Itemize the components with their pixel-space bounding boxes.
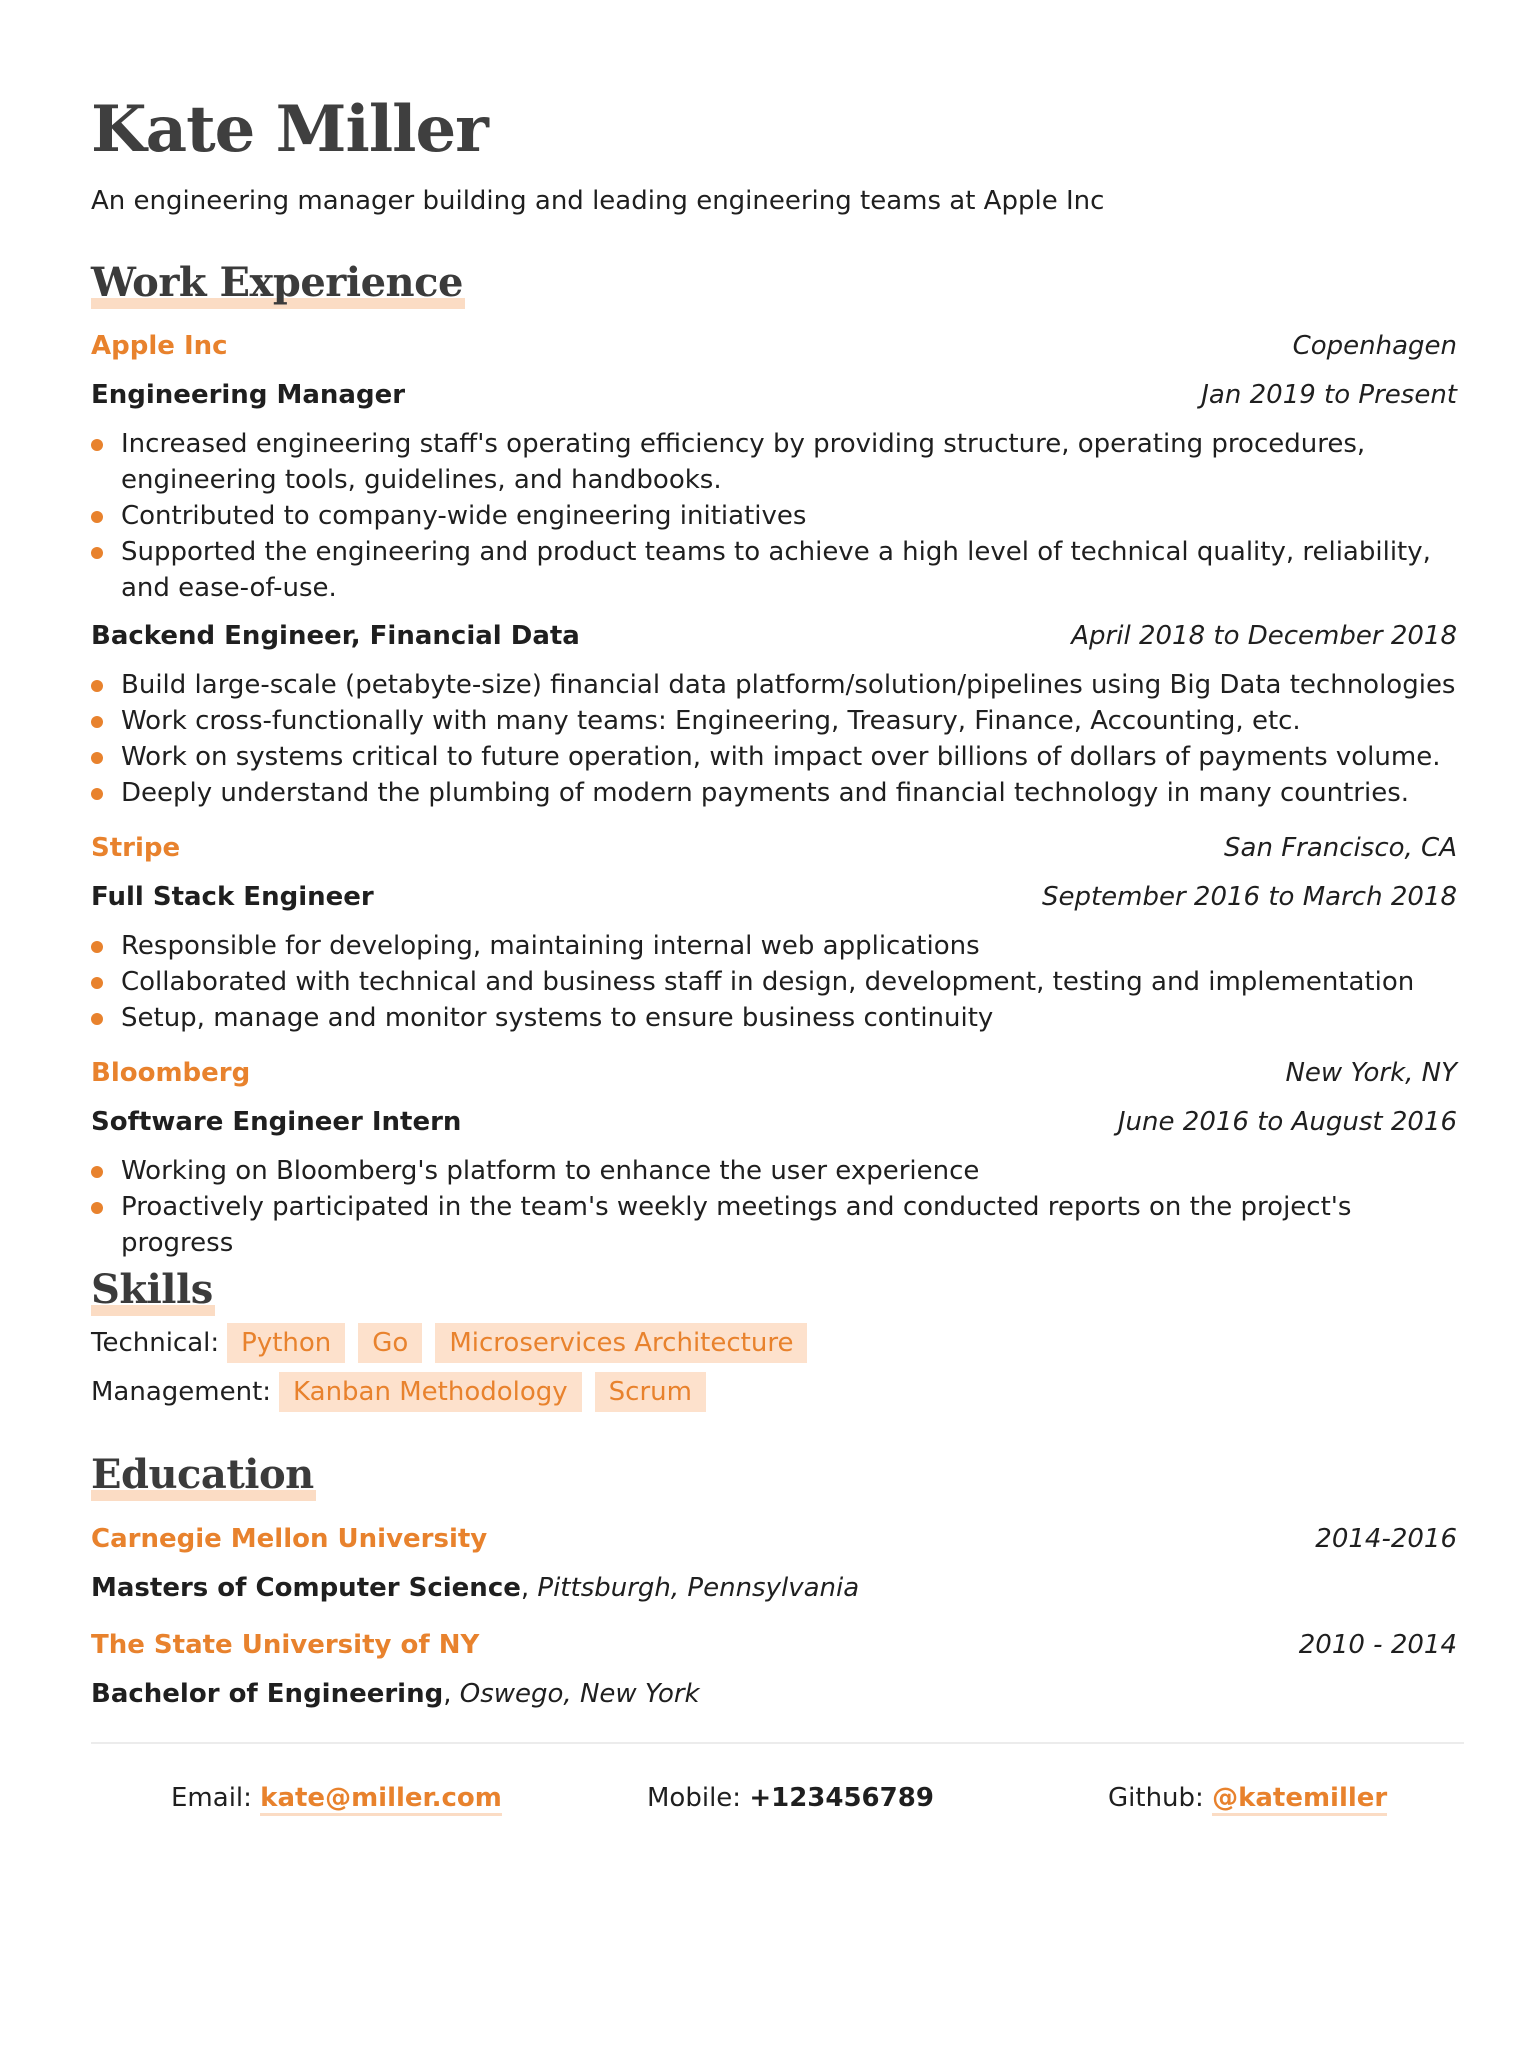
degree-location: Oswego, New York [459,1679,700,1709]
bullet-icon [91,941,103,953]
role-row [91,1104,1457,1140]
work-experience-heading: Work Experience [91,258,465,309]
bullet-item: Work on systems critical to future operation, with impact over billions of dollars of payments volume. [91,739,1457,775]
skill-chip: Scrum [595,1372,706,1412]
skill-chip: Kanban Methodology [279,1372,582,1412]
skill-chip: Go [358,1323,422,1363]
company-location: New York, NY [1285,1058,1457,1088]
github-label: Github: [1108,1783,1204,1813]
bullet-icon [91,511,103,523]
contact-github [1108,1778,1387,1818]
bullet-icon [91,788,103,800]
company-location: San Francisco, CA [1224,833,1457,863]
skills-heading: Skills [91,1265,215,1316]
contact-mobile [647,1778,934,1818]
bullet-item: Increased engineering staff's operating efficiency by providing structure, operating procedures, engineering tools, guidelines, and handbooks. [91,426,1457,498]
mobile-number: +123456789 [749,1783,934,1813]
candidate-tagline: An engineering manager building and leading engineering teams at Apple Inc [91,186,1105,216]
skills-management-label: Management: [91,1377,272,1407]
bullet-icon [91,1013,103,1025]
company-location: Copenhagen [1292,331,1457,361]
company-row [91,328,1457,364]
bullet-item: Deeply understand the plumbing of modern payments and financial technology in many countries. [91,775,1457,811]
footer-divider [91,1742,1464,1744]
role-row [91,377,1457,413]
bullet-item: Collaborated with technical and business staff in design, development, testing and implementation [91,964,1457,1000]
bullet-item: Contributed to company-wide engineering initiatives [91,498,1457,534]
bullet-icon [91,547,103,559]
school-dates: 2014-2016 [1315,1524,1457,1554]
role-bullets [91,1153,1457,1261]
email-label: Email: [171,1783,252,1813]
skills-management-row [91,1372,719,1412]
role-title: Software Engineer Intern [91,1107,462,1137]
role-row [91,879,1457,915]
role-title: Engineering Manager [91,380,406,410]
school-row [91,1627,1457,1663]
degree-line: Masters of Computer Science, Pittsburgh, Pennsylvania [91,1573,860,1603]
school-name: The State University of NY [91,1630,480,1660]
bullet-icon [91,439,103,451]
bullet-item: Supported the engineering and product teams to achieve a high level of technical quality, reliability, and ease-of-use. [91,534,1457,606]
degree-name: Bachelor of Engineering [91,1679,444,1709]
role-title: Backend Engineer, Financial Data [91,621,580,651]
role-dates: April 2018 to December 2018 [1071,621,1457,651]
bullet-item: Build large-scale (petabyte-size) financial data platform/solution/pipelines using Big Data technologies [91,667,1457,703]
company-name: Apple Inc [91,331,228,361]
bullet-item: Working on Bloomberg's platform to enhance the user experience [91,1153,1457,1189]
bullet-item: Proactively participated in the team's weekly meetings and conducted reports on the project's progress [91,1189,1457,1261]
skill-chip: Microservices Architecture [435,1323,807,1363]
bullet-icon [91,680,103,692]
bullet-icon [91,977,103,989]
degree-name: Masters of Computer Science [91,1573,521,1603]
email-link[interactable]: kate@miller.com [260,1783,502,1816]
skill-chip: Python [227,1323,345,1363]
bullet-item: Work cross-functionally with many teams: Engineering, Treasury, Finance, Accounting, etc. [91,703,1457,739]
bullet-item: Setup, manage and monitor systems to ensure business continuity [91,1000,1457,1036]
role-row [91,618,1457,654]
bullet-icon [91,752,103,764]
contact-email [171,1778,502,1818]
school-name: Carnegie Mellon University [91,1524,488,1554]
role-dates: September 2016 to March 2018 [1041,882,1457,912]
bullet-icon [91,1166,103,1178]
role-dates: Jan 2019 to Present [1201,380,1457,410]
mobile-label: Mobile: [647,1783,742,1813]
bullet-item: Responsible for developing, maintaining internal web applications [91,928,1457,964]
company-name: Stripe [91,833,181,863]
candidate-name: Kate Miller [91,92,488,167]
skills-technical-label: Technical: [91,1328,220,1358]
education-heading: Education [91,1450,316,1501]
bullet-icon [91,716,103,728]
degree-line: Bachelor of Engineering, Oswego, New York [91,1679,700,1709]
company-row [91,1055,1457,1091]
role-dates: June 2016 to August 2016 [1117,1107,1457,1137]
company-row [91,830,1457,866]
role-bullets [91,667,1457,811]
degree-location: Pittsburgh, Pennsylvania [537,1573,860,1603]
role-title: Full Stack Engineer [91,882,374,912]
skills-technical-row [91,1323,820,1363]
role-bullets [91,928,1457,1036]
company-name: Bloomberg [91,1058,251,1088]
bullet-icon [91,1202,103,1214]
github-link[interactable]: @katemiller [1212,1783,1387,1816]
school-row [91,1521,1457,1557]
school-dates: 2010 - 2014 [1298,1630,1457,1660]
role-bullets [91,426,1457,606]
